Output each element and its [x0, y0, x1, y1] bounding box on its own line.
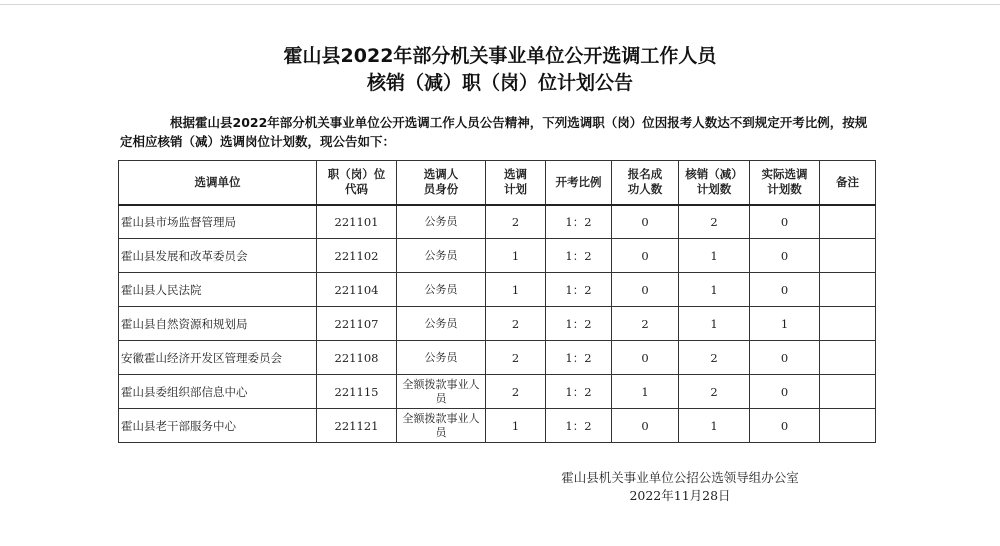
cell-code: 221121: [317, 409, 397, 443]
document-title-line2: 核销（减）职（岗）位计划公告: [366, 72, 633, 94]
document-title-line1: 霍山县2022年部分机关事业单位公开选调工作人员: [283, 45, 717, 67]
cell-unit: 安徽霍山经济开发区管理委员会: [119, 341, 317, 375]
cell-unit: 霍山县人民法院: [119, 273, 317, 307]
header-plan: 选调 计划: [486, 161, 546, 205]
cell-cancelled: 1: [679, 409, 750, 443]
cell-unit: 霍山县老干部服务中心: [119, 409, 317, 443]
table-header-row: [119, 161, 876, 205]
cell-actual: 0: [750, 409, 820, 443]
header-applied: 报名成 功人数: [612, 161, 679, 205]
cell-code: 221102: [317, 239, 397, 273]
header-code: 职（岗）位 代码: [317, 161, 397, 205]
cell-actual: 1: [750, 307, 820, 341]
cell-role: 公务员: [397, 341, 486, 375]
cell-cancelled: 2: [679, 205, 750, 239]
cell-note: [820, 409, 876, 443]
cell-role: 公务员: [397, 273, 486, 307]
cell-applied: 2: [612, 307, 679, 341]
cell-cancelled: 1: [679, 273, 750, 307]
table-row: [119, 307, 876, 341]
cell-note: [820, 239, 876, 273]
cell-note: [820, 205, 876, 239]
cell-applied: 0: [612, 341, 679, 375]
table-row: [119, 409, 876, 443]
table-row: [119, 273, 876, 307]
table-row: [119, 375, 876, 409]
cell-plan: 2: [486, 307, 546, 341]
cell-applied: 0: [612, 273, 679, 307]
cell-ratio: 1：2: [546, 307, 612, 341]
top-border-line: [0, 4, 1000, 5]
cell-code: 221104: [317, 273, 397, 307]
table-row: [119, 205, 876, 239]
header-note: 备注: [820, 161, 876, 205]
cell-actual: 0: [750, 239, 820, 273]
cell-cancelled: 2: [679, 341, 750, 375]
cell-unit: 霍山县自然资源和规划局: [119, 307, 317, 341]
cell-plan: 2: [486, 375, 546, 409]
cell-unit: 霍山县发展和改革委员会: [119, 239, 317, 273]
cell-plan: 1: [486, 409, 546, 443]
cell-actual: 0: [750, 341, 820, 375]
cell-plan: 1: [486, 273, 546, 307]
cell-ratio: 1：2: [546, 341, 612, 375]
cell-code: 221107: [317, 307, 397, 341]
cell-applied: 0: [612, 205, 679, 239]
header-actual: 实际选调 计划数: [750, 161, 820, 205]
issue-date: 2022年11月28日: [629, 488, 731, 503]
intro-paragraph: 根据霍山县2022年部分机关事业单位公开选调工作人员公告精神，下列选调职（岗）位因报考人数达不到规定开考比例，按规定相应核销（减）选调岗位计划数，现公告如下：: [120, 115, 868, 149]
table-row: [119, 341, 876, 375]
cell-actual: 0: [750, 205, 820, 239]
cell-role: 公务员: [397, 239, 486, 273]
cell-code: 221108: [317, 341, 397, 375]
cell-note: [820, 341, 876, 375]
cell-applied: 0: [612, 239, 679, 273]
cell-cancelled: 1: [679, 307, 750, 341]
cell-cancelled: 2: [679, 375, 750, 409]
table-row: [119, 239, 876, 273]
cell-plan: 2: [486, 341, 546, 375]
cell-applied: 1: [612, 375, 679, 409]
cell-role: 公务员: [397, 307, 486, 341]
cell-ratio: 1：2: [546, 273, 612, 307]
header-ratio: 开考比例: [546, 161, 612, 205]
header-unit: 选调单位: [119, 161, 317, 205]
header-role: 选调人 员身份: [397, 161, 486, 205]
cell-note: [820, 273, 876, 307]
cell-ratio: 1：2: [546, 409, 612, 443]
cell-plan: 2: [486, 205, 546, 239]
cell-plan: 1: [486, 239, 546, 273]
cell-role: 公务员: [397, 205, 486, 239]
cell-applied: 0: [612, 409, 679, 443]
cell-unit: 霍山县市场监督管理局: [119, 205, 317, 239]
cell-role: 全额拨款事业人 员: [397, 375, 486, 409]
cell-code: 221115: [317, 375, 397, 409]
cell-role: 全额拨款事业人 员: [397, 409, 486, 443]
header-cancelled: 核销（减） 计划数: [679, 161, 750, 205]
cell-unit: 霍山县委组织部信息中心: [119, 375, 317, 409]
cell-ratio: 1：2: [546, 375, 612, 409]
cell-actual: 0: [750, 375, 820, 409]
cancellation-table: [118, 160, 876, 443]
cell-actual: 0: [750, 273, 820, 307]
cell-ratio: 1：2: [546, 205, 612, 239]
cell-code: 221101: [317, 205, 397, 239]
issuer-signature: 霍山县机关事业单位公招公选领导组办公室: [561, 470, 799, 485]
cell-cancelled: 1: [679, 239, 750, 273]
cell-note: [820, 375, 876, 409]
cell-note: [820, 307, 876, 341]
cell-ratio: 1：2: [546, 239, 612, 273]
